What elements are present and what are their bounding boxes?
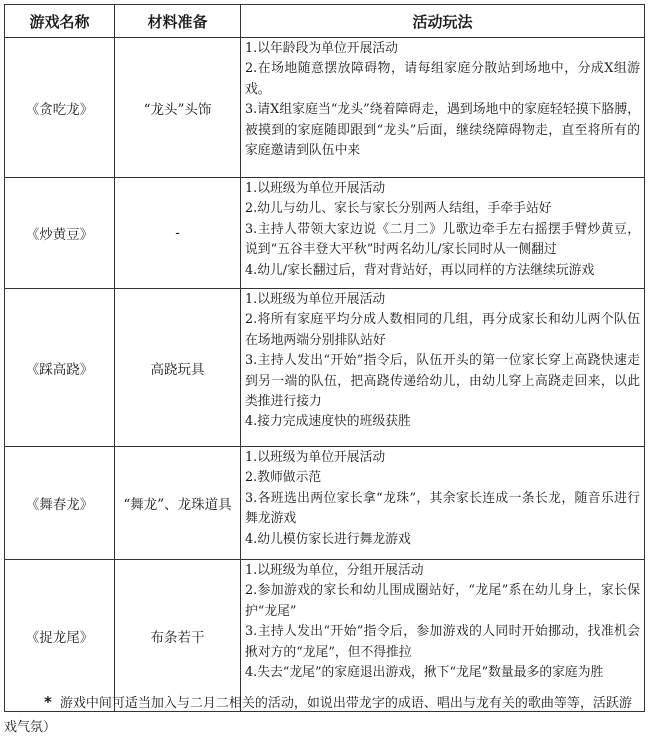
step-item: 2.幼儿与幼儿、家长与家长分别两人结组，手牵手站好 — [245, 201, 552, 217]
step-item: 3.各班选出两位家长拿“龙珠”，其余家长连成一条长龙，随音乐进行舞龙游戏 — [245, 490, 640, 527]
game-name: 《踩高跷》 — [5, 289, 115, 447]
game-steps — [241, 560, 645, 712]
step-item: 4.幼儿模仿家长进行舞龙游戏 — [245, 531, 411, 547]
footnote — [4, 690, 644, 740]
header-activity-rules: 活动玩法 — [241, 5, 645, 38]
step-item: 3.主持人带领大家边说《二月二》儿歌边牵手左右摇摆手臂炒黄豆，说到“五谷丰登大平秋”时两名幼儿/家长同时从一侧翻过 — [245, 221, 640, 258]
step-item: 2.在场地随意摆放障碍物，请每组家庭分散站到场地中，分成X组游戏。 — [245, 61, 640, 97]
game-material: 布条若干 — [115, 560, 241, 712]
game-steps — [241, 289, 645, 447]
table-header-row — [5, 5, 645, 38]
step-item: 4.幼儿/家长翻过后，背对背站好，再以同样的方法继续玩游戏 — [245, 262, 595, 278]
asterisk-icon: * — [44, 693, 52, 711]
game-steps — [241, 38, 645, 178]
footnote-text: 游戏中间可适当加入与二月二相关的活动，如说出带龙字的成语、唱出与龙有关的歌曲等等，活跃游戏气氛） — [4, 696, 632, 735]
step-item: 1.以班级为单位，分组开展活动 — [245, 563, 424, 578]
step-item: 1.以班级为单位开展活动 — [245, 292, 386, 307]
game-steps — [241, 178, 645, 289]
table-row — [5, 289, 645, 447]
table-row — [5, 560, 645, 712]
step-item: 1.以年龄段为单位开展活动 — [245, 41, 398, 56]
game-name: 《捉龙尾》 — [5, 560, 115, 712]
game-steps — [241, 447, 645, 560]
step-item: 2.参加游戏的家长和幼儿围成圈站好，“龙尾”系在幼儿身上，家长保护“龙尾” — [245, 583, 640, 619]
game-material: - — [115, 178, 241, 289]
game-name: 《贪吃龙》 — [5, 38, 115, 178]
game-name: 《炒黄豆》 — [5, 178, 115, 289]
step-item: 3.主持人发出“开始”指令后，参加游戏的人同时开始挪动，找准机会揪对方的“龙尾”，但不得推拉 — [245, 624, 640, 660]
step-item: 1.以班级为单位开展活动 — [245, 450, 386, 465]
game-material: 高跷玩具 — [115, 289, 241, 447]
step-item: 3.主持人发出“开始”指令后，队伍开头的第一位家长穿上高跷快速走到另一端的队伍，把高跷传递给幼儿，由幼儿穿上高跷走回来，以此类推进行接力 — [245, 353, 640, 410]
table-row — [5, 38, 645, 178]
step-item: 3.请X组家庭当“龙头”绕着障碍走，遇到场地中的家庭轻轻摸下胳膊，被摸到的家庭随即跟到“龙头”后面，继续绕障碍物走，直至将所有的家庭邀请到队伍中来 — [245, 102, 640, 159]
activity-table-container — [4, 4, 644, 712]
table-row — [5, 447, 645, 560]
header-materials: 材料准备 — [115, 5, 241, 38]
step-item: 4.失去“龙尾”的家庭退出游戏，揪下“龙尾”数量最多的家庭为胜 — [245, 665, 604, 681]
step-item: 1.以班级为单位开展活动 — [245, 181, 386, 196]
header-game-name: 游戏名称 — [5, 5, 115, 38]
activity-table — [4, 4, 645, 712]
game-name: 《舞春龙》 — [5, 447, 115, 560]
step-item: 2.将所有家庭平均分成人数相同的几组，再分成家长和幼儿两个队伍在场地两端分别排队站好 — [245, 312, 640, 348]
table-row — [5, 178, 645, 289]
game-material: “龙头”头饰 — [115, 38, 241, 178]
step-item: 4.接力完成速度快的班级获胜 — [245, 414, 411, 430]
step-item: 2.教师做示范 — [245, 470, 322, 486]
game-material: “舞龙”、龙珠道具 — [115, 447, 241, 560]
